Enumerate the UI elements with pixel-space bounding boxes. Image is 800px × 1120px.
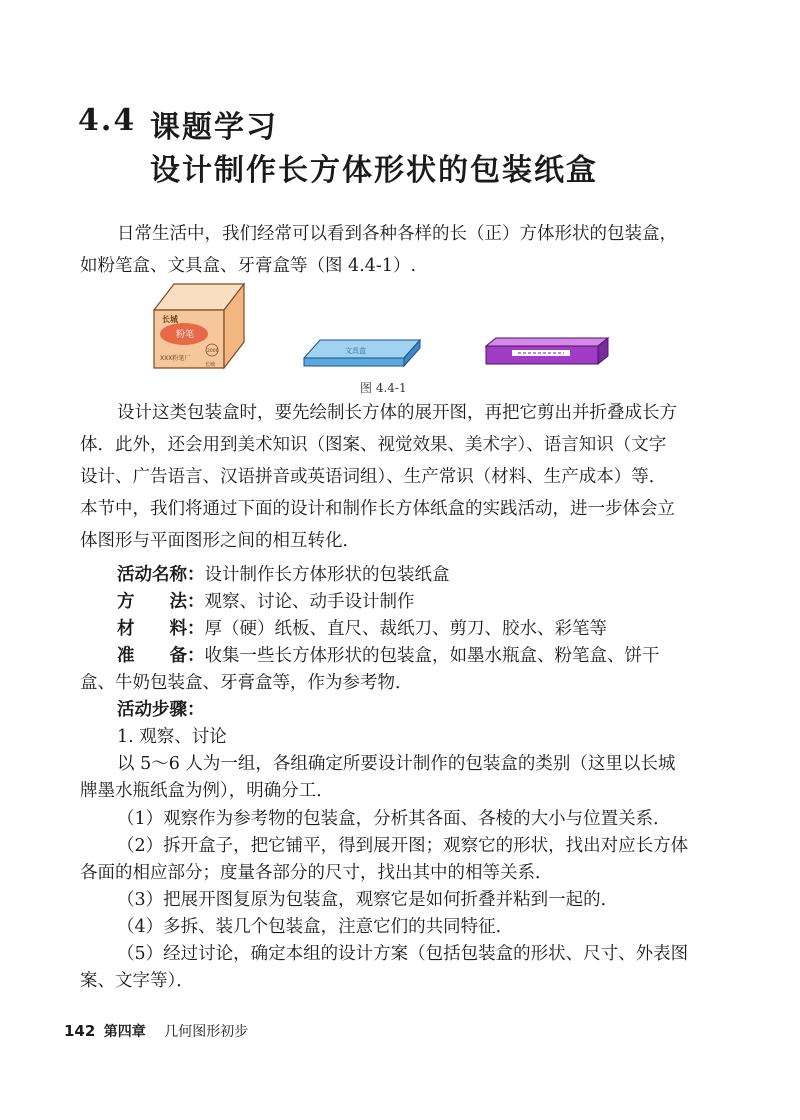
section-subtitle: 设计制作长方体形状的包装纸盒 — [150, 153, 598, 188]
pencil-case-text: 文具盒 — [345, 347, 366, 355]
pencil-case-illustration — [304, 340, 420, 366]
activity-prep-continued: 盒、牛奶包装盒、牙膏盒等，作为参考物． — [80, 673, 413, 693]
step-item-2: （2）拆开盒子，把它铺平，得到展开图；观察它的形状，找出对应长方体 — [117, 836, 689, 856]
figure-boxes — [140, 280, 620, 380]
intro-line-2: 如粉笔盒、文具盒、牙膏盒等（图 4.4-1）. — [80, 256, 417, 276]
activity-material-label: 材 料： — [117, 619, 205, 639]
chalk-label-text: 粉笔 — [176, 330, 195, 340]
activity-prep — [117, 648, 660, 666]
step-item-1: （1）观察作为参考物的包装盒，分析其各面、各棱的大小与位置关系． — [117, 809, 671, 829]
section-number: 4.4 — [78, 103, 137, 138]
para2-line-2: 体．此外，还会用到美术知识（图案、视觉效果、美术字）、语言知识（文字 — [80, 435, 667, 455]
toothpaste-box-illustration — [486, 338, 608, 364]
step1-desc-line-1: 以 5～6 人为一组，各组确定所要设计制作的包装盒的类别（这里以长城 — [117, 754, 676, 774]
para2-line-1: 设计这类包装盒时，要先绘制长方体的展开图，再把它剪出并折叠成长方 — [117, 403, 677, 423]
chapter-label: 第四章 — [103, 1024, 146, 1040]
para2-line-4: 本节中，我们将通过下面的设计和制作长方体纸盒的实践活动，进一步体会立 — [80, 499, 675, 519]
activity-material — [117, 621, 607, 639]
activity-method-label: 方 法： — [117, 592, 205, 612]
step-item-2-continued: 各面的相应部分；度量各部分的尺寸，找出其中的相等关系． — [80, 863, 553, 883]
step-item-3: （3）把展开图复原为包装盒，观察它是如何折叠并粘到一起的． — [117, 890, 619, 910]
page-footer — [64, 1021, 248, 1041]
chalk-side-brand-text: 长城 — [205, 362, 216, 368]
activity-name-value: 设计制作长方体形状的包装纸盒 — [204, 565, 450, 585]
step-item-5-continued: 案、文字等）． — [80, 971, 194, 991]
chalk-seal-text: 2000 — [207, 349, 219, 354]
activity-material-value: 厚（硬）纸板、直尺、裁纸刀、剪刀、胶水、彩笔等 — [204, 619, 607, 639]
step1-desc-line-2: 牌墨水瓶纸盒为例），明确分工． — [80, 781, 334, 801]
para2-line-3: 设计、广告语言、汉语拼音或英语词组）、生产常识（材料、生产成本）等． — [80, 467, 667, 487]
intro-line-1: 日常生活中，我们经常可以看到各种各样的长（正）方体形状的包装盒， — [117, 224, 677, 244]
activity-steps-label: 活动步骤： — [117, 700, 205, 720]
activity-name — [117, 567, 450, 585]
chalk-maker-text: XXX粉笔厂 — [160, 355, 191, 362]
figure-caption: 图 4.4-1 — [360, 381, 407, 395]
activity-method-value: 观察、讨论、动手设计制作 — [204, 592, 415, 612]
activity-name-label: 活动名称： — [117, 565, 205, 585]
para2-line-5: 体图形与平面图形之间的相互转化． — [80, 531, 360, 551]
page-number: 142 — [64, 1022, 96, 1040]
activity-prep-label: 准 备： — [117, 646, 205, 666]
step-item-4: （4）多拆、装几个包装盒，注意它们的共同特征． — [117, 917, 514, 937]
step-item-5: （5）经过讨论，确定本组的设计方案（包括包装盒的形状、尺寸、外表图 — [117, 944, 689, 964]
chalk-brand-text: 长城 — [162, 315, 178, 324]
activity-prep-value: 收集一些长方体形状的包装盒，如墨水瓶盒、粉笔盒、饼干 — [204, 646, 660, 666]
chapter-title: 几何图形初步 — [164, 1024, 249, 1040]
step1-title: 1. 观察、讨论 — [117, 727, 227, 747]
chalk-box-illustration — [154, 284, 244, 368]
section-title: 课题学习 — [150, 110, 278, 145]
activity-method — [117, 594, 415, 612]
